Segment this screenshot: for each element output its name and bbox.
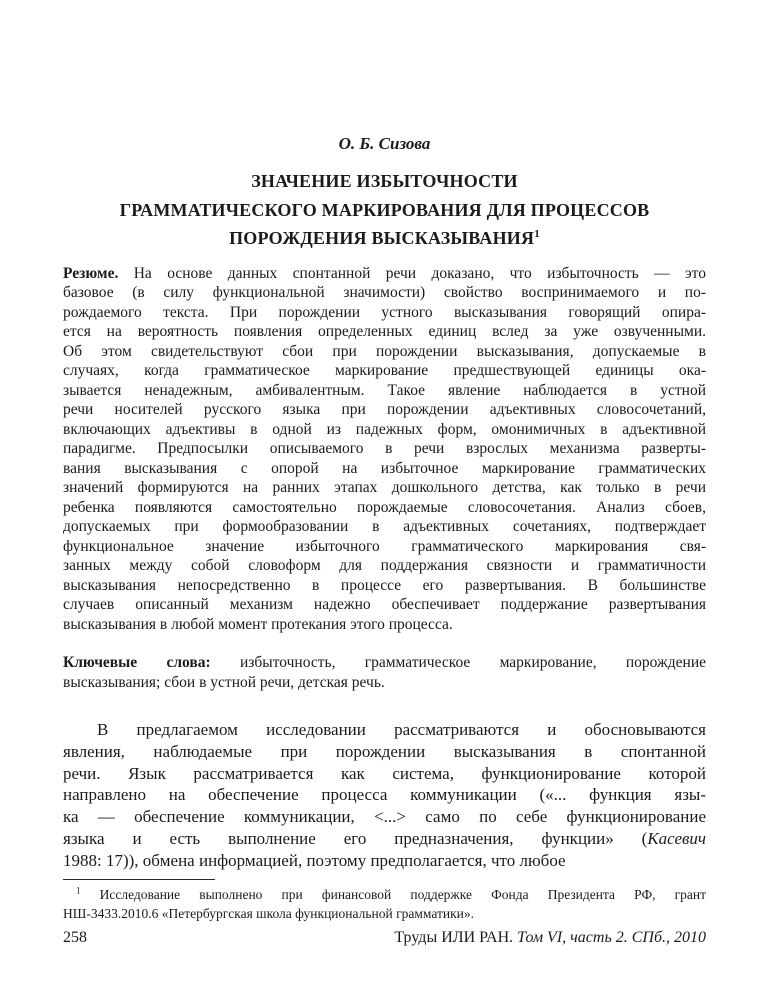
text-line: 1988: 17)), обмена информацией, поэтому предполагается, что любое: [63, 850, 566, 870]
abstract-paragraph: [63, 264, 706, 635]
text-line: ка — обеспечение коммуникации, <...> само по себе функционирование: [63, 807, 706, 827]
text-line: парадигме. Предпосылки описываемого в речи взрослых механизма разверты-: [63, 440, 706, 457]
title-line-3: ПОРОЖДЕНИЯ ВЫСКАЗЫВАНИЯ: [229, 228, 535, 248]
text-line: случаев описанный механизм надежно обеспечивает поддержание развертывания: [63, 596, 706, 613]
text-line: значений формируются на ранних этапах дошкольного детства, как только в речи: [63, 479, 706, 496]
text-line: занных между собой словоформ для поддержания связности и грамматичности: [63, 557, 706, 574]
text-line: высказывания непосредственно в процессе его развертывания. В большинстве: [63, 576, 706, 594]
body-paragraph: [63, 719, 706, 872]
text-line: Ключевые слова: избыточность, грамматическое маркирование, порождение: [63, 654, 706, 671]
text-line: зывается ненадежным, амбивалентным. Такое явление наблюдается в устной: [63, 381, 706, 399]
footnote-separator-rule: [63, 879, 215, 880]
author-name: О. Б. Сизова: [338, 134, 431, 153]
text-line: базовое (в силу функциональной значимости) свойство воспринимаемого и по-: [63, 284, 706, 301]
title-line-2: ГРАММАТИЧЕСКОГО МАРКИРОВАНИЯ ДЛЯ ПРОЦЕССОВ: [119, 199, 650, 220]
article-title: [63, 167, 706, 253]
page-footer: [63, 928, 706, 948]
text-line: речи носителей русского языка при порождении адъективных словосочетаний,: [63, 401, 706, 418]
text-line: ется на вероятность появления определенных единиц вслед за уже озвученными.: [63, 323, 706, 340]
keywords-paragraph: [63, 653, 706, 692]
title-line-1: ЗНАЧЕНИЕ ИЗБЫТОЧНОСТИ: [251, 171, 518, 191]
text-line: направлено на обеспечение процесса коммуникации («... функция язы-: [63, 785, 706, 805]
text-line: случаях, когда грамматическое маркирование предшествующей единицы ока-: [63, 362, 706, 379]
text-line: Резюме. На основе данных спонтанной речи доказано, что избыточность — это: [63, 264, 706, 282]
text-line: допускаемых при формообразовании в адъективных сочетаниях, подтверждает: [63, 518, 706, 535]
text-line: речи. Язык рассматривается как система, функционирование которой: [63, 763, 706, 783]
text-line: $^1$ Исследование выполнено при финансовой поддержке Фонда Президента РФ, грант: [76, 885, 706, 902]
text-line: НШ-3433.2010.6 «Петербургская школа функциональной грамматики».: [63, 906, 475, 922]
page-number: 258: [63, 929, 87, 946]
text-line: включающих адъективы в одной из падежных форм, омонимичных в адъективной: [63, 420, 706, 438]
text-line: рождаемого текста. При порождении устного высказывания говорящий опира-: [63, 303, 706, 321]
text-line: высказывания; сбои в устной речи, детская речь.: [63, 673, 385, 691]
journal-name: Труды ИЛИ РАН.: [394, 929, 518, 946]
text-line: ребенка появляются самостоятельно порождаемые словосочетания. Анализ сбоев,: [63, 498, 706, 516]
footnote-text: [63, 885, 706, 924]
text-line: высказывания в любой момент протекания этого процесса.: [63, 615, 453, 633]
journal-volume-info: Том VI, часть 2. СПб., 2010: [517, 929, 706, 946]
text-line: функциональное значение избыточного грамматического маркирования свя-: [63, 537, 706, 555]
journal-reference: [394, 928, 706, 948]
footnote-reference-mark: 1: [534, 228, 540, 240]
text-line: Об этом свидетельствуют сбои при порождении высказывания, допускаемые в: [63, 342, 706, 360]
text-line: вания высказывания с опорой на избыточное маркирование грамматических: [63, 459, 706, 477]
text-line: явления, наблюдаемые при порождении высказывания в спонтанной: [63, 741, 706, 761]
text-line: В предлагаемом исследовании рассматриваются и обосновываются: [97, 720, 706, 739]
text-line: языка и есть выполнение его предназначения, функции» (Касевич: [63, 828, 706, 848]
